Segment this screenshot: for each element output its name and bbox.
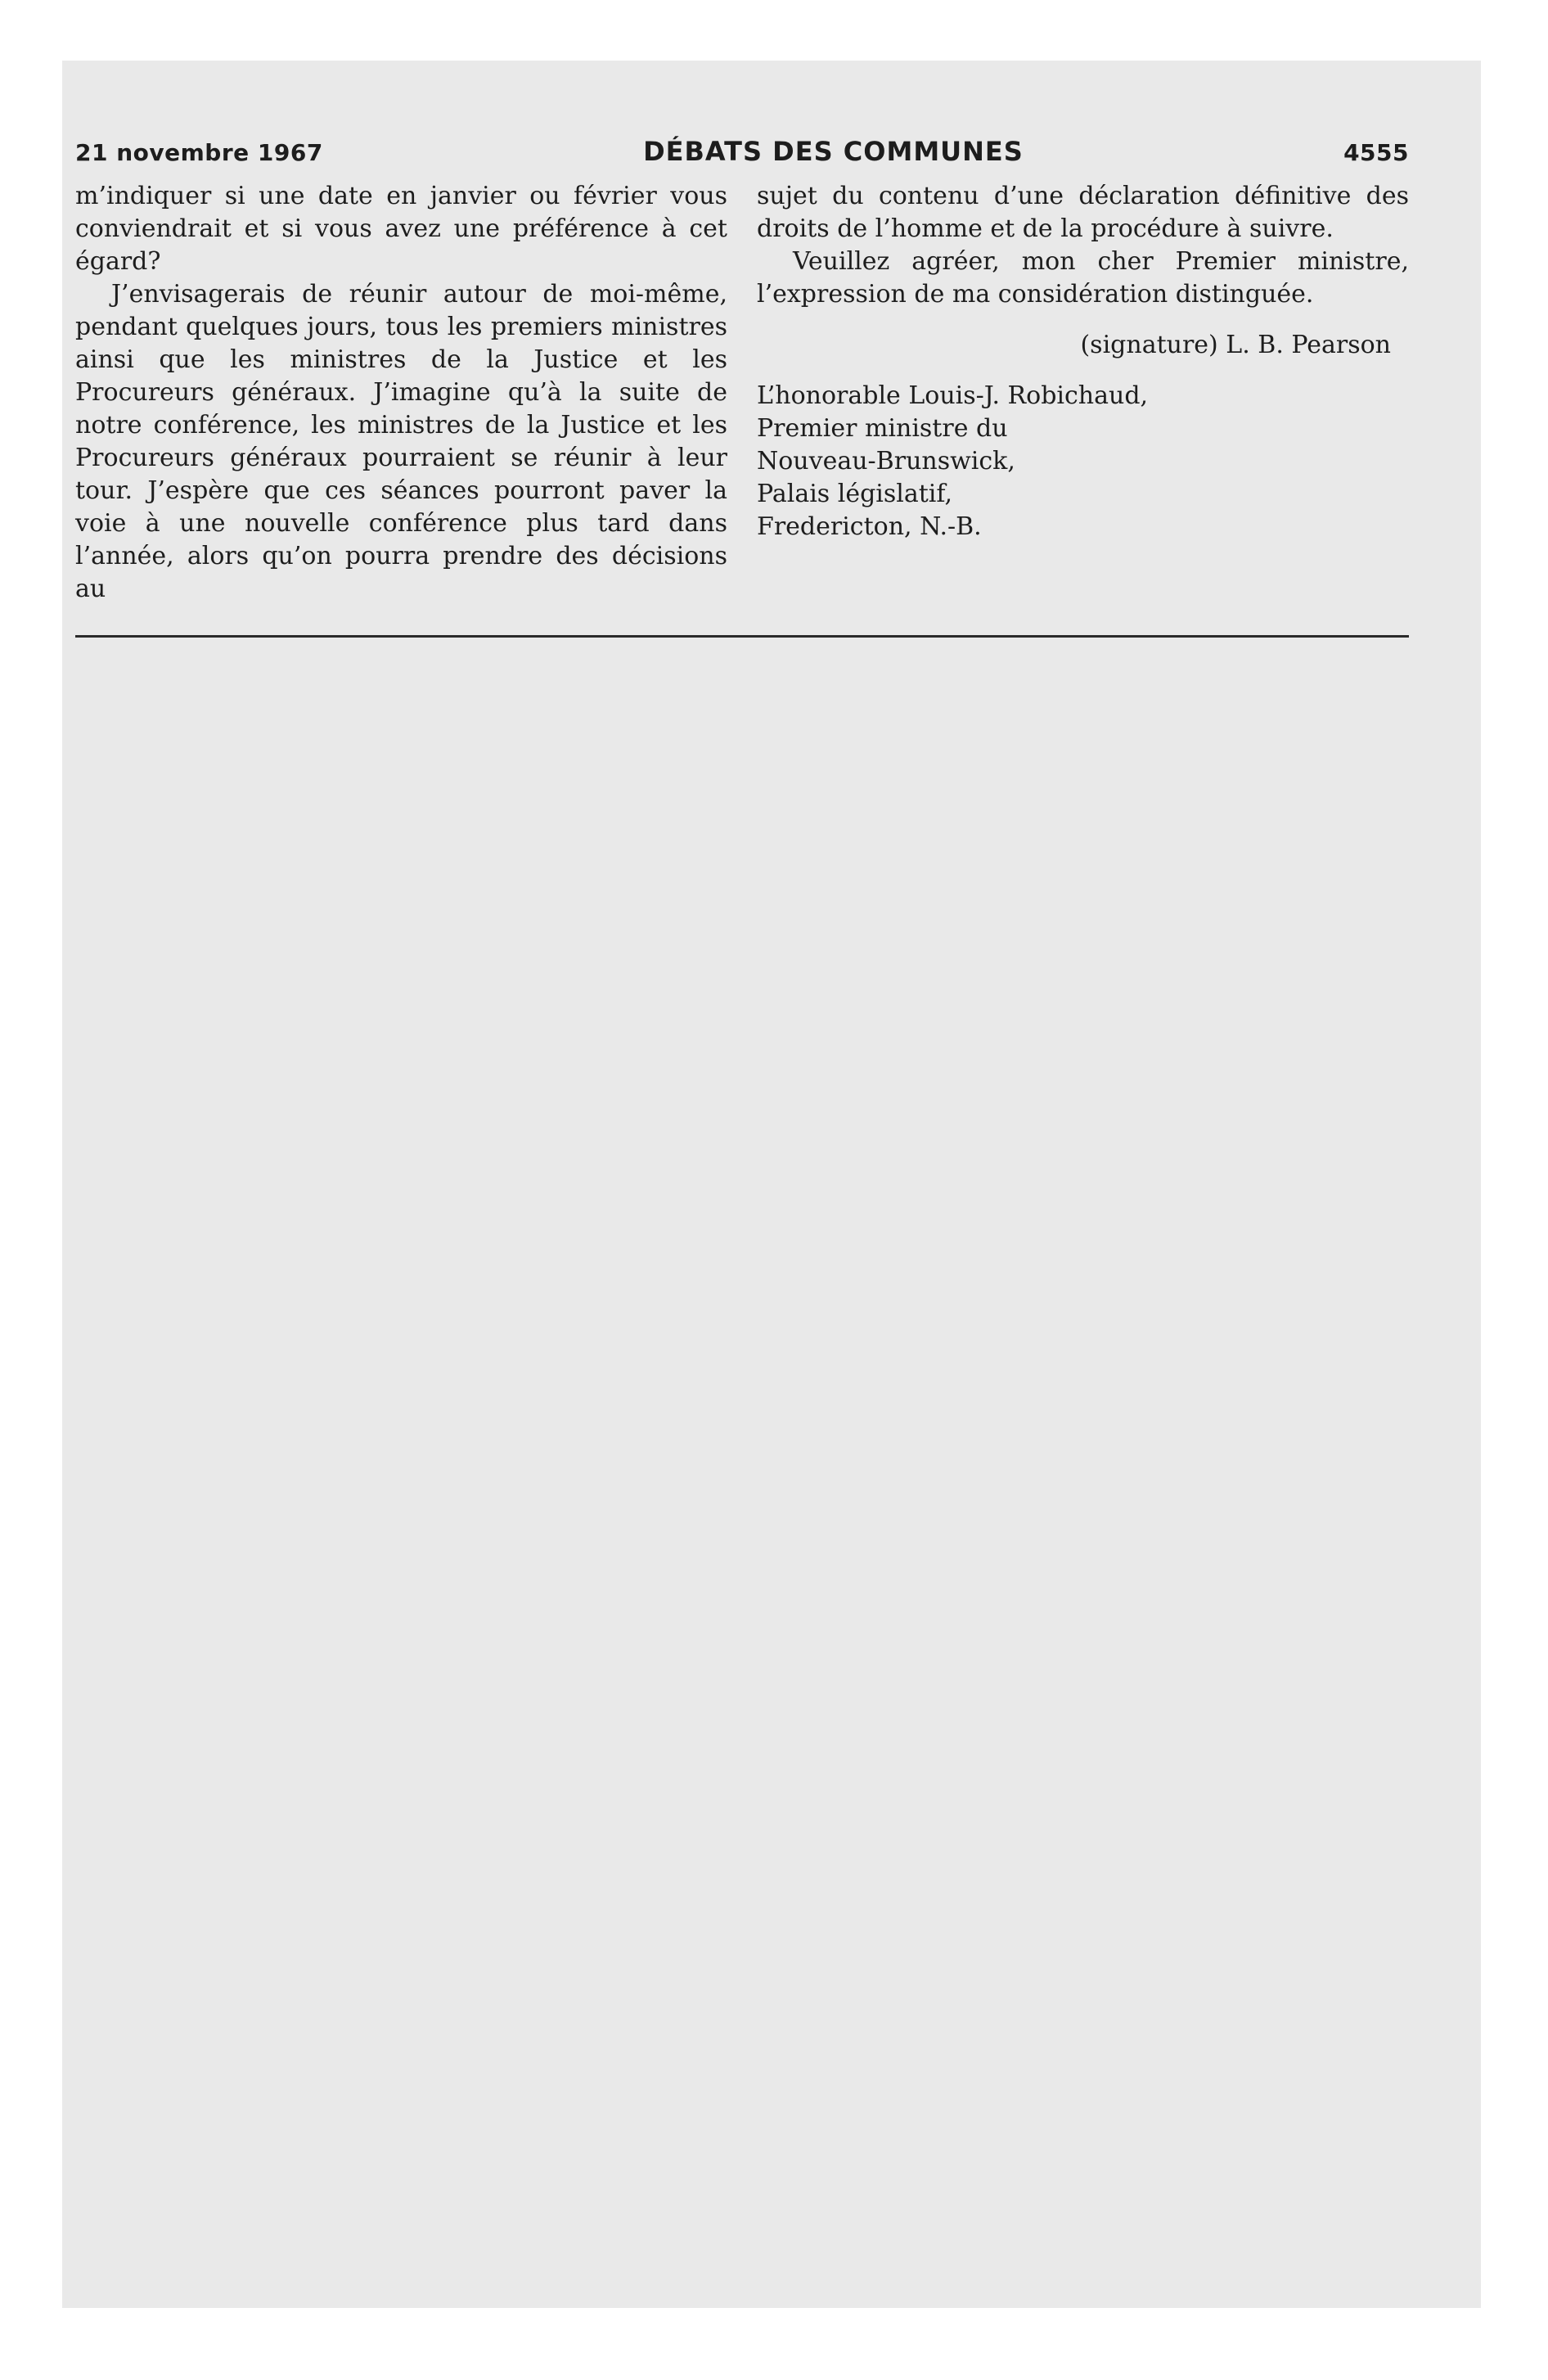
- address-line-3: Nouveau-Brunswick,: [757, 447, 1015, 476]
- header-date: 21 novembre 1967: [75, 139, 323, 166]
- address-line-2: Premier ministre du: [757, 414, 1008, 443]
- left-column: [75, 180, 727, 606]
- header-title: DÉBATS DES COMMUNES: [643, 136, 1024, 167]
- address-line-5: Fredericton, N.-B.: [757, 512, 982, 541]
- page-header: [75, 136, 1409, 177]
- text-columns: [75, 180, 1409, 606]
- right-paragraph-1: sujet du contenu d’une déclaration définitive des droits de l’homme et de la procédure à suivre.: [757, 182, 1409, 243]
- section-divider: [75, 635, 1409, 638]
- right-column: [757, 180, 1409, 606]
- right-paragraph-2: Veuillez agréer, mon cher Premier ministre, l’expression de ma considération distinguée.: [757, 247, 1409, 309]
- document-page: [75, 136, 1409, 638]
- address-line-4: Palais législatif,: [757, 480, 952, 508]
- signature-line: (signature) L. B. Pearson: [1080, 331, 1391, 359]
- left-paragraph-1: m’indiquer si une date en janvier ou février vous conviendrait et si vous avez une préférence à cet égard?: [75, 182, 727, 276]
- address-line-1: L’honorable Louis-J. Robichaud,: [757, 381, 1149, 410]
- left-paragraph-2: J’envisagerais de réunir autour de moi-même, pendant quelques jours, tous les premiers ministres ainsi que les ministres de la Justice et les Procureurs généraux. J’imagine qu’à la suite de notre conférence, les ministres de la Justice et les Procureurs généraux pourraient se réunir à leur tour. J’espère que ces séances pourront paver la voie à une nouvelle conférence plus tard dans l’année, alors qu’on pourra prendre des décisions au: [75, 280, 727, 603]
- header-page-number: 4555: [1343, 139, 1409, 166]
